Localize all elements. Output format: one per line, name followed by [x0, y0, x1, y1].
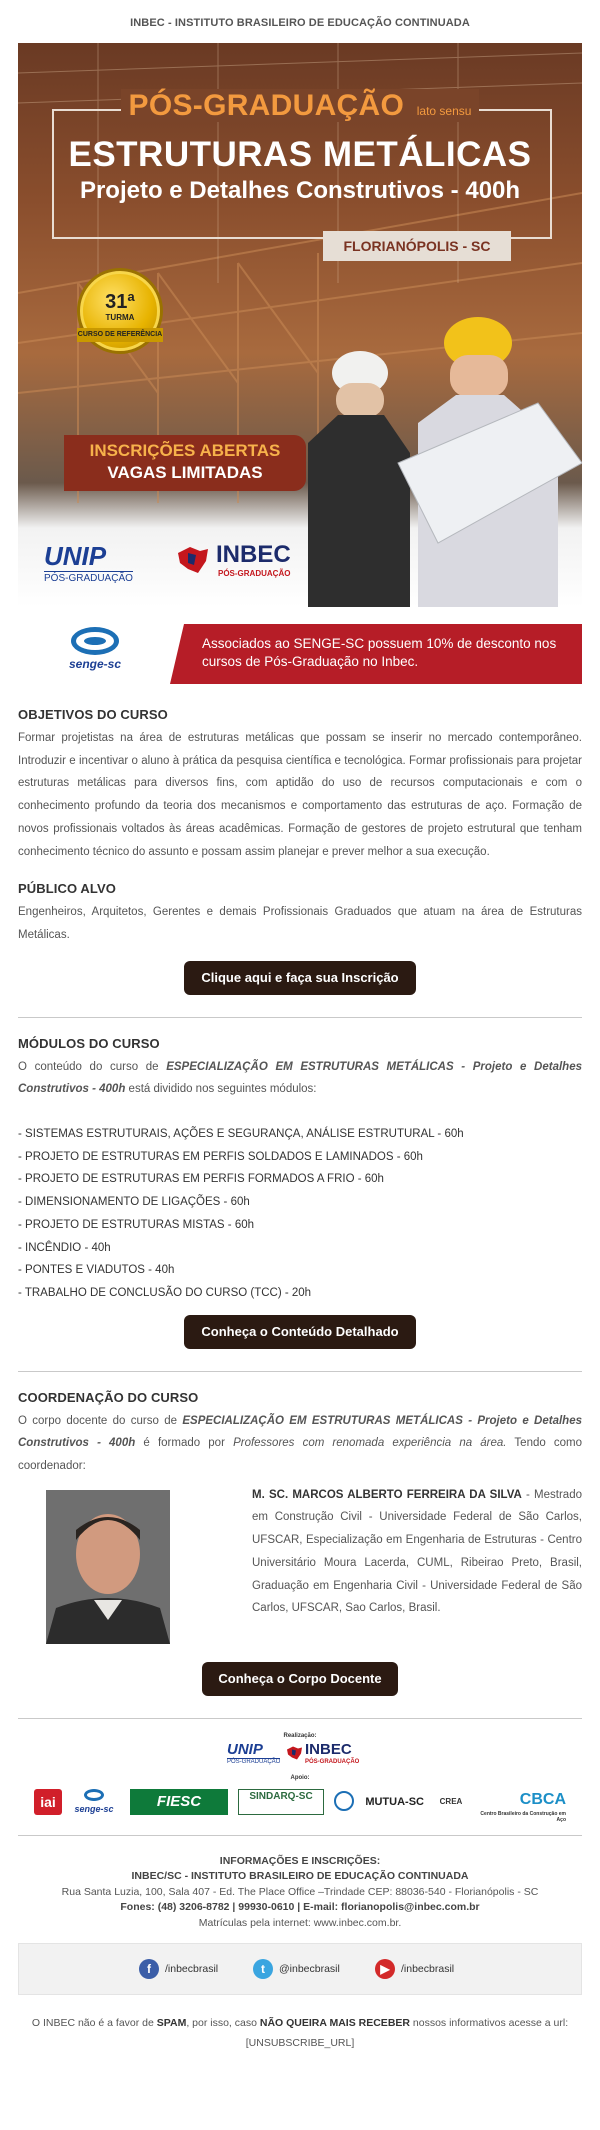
modulos-intro: O conteúdo do curso de ESPECIALIZAÇÃO EM ESTRUTURAS METÁLICAS - Projeto e Detalhes Construtivos - 400h está dividido nos seguintes módulos: [18, 1060, 582, 1096]
list-item: - INCÊNDIO - 40h [18, 1241, 111, 1254]
info-address: Rua Santa Luzia, 100, Sala 407 - Ed. The Place Office –Trindade CEP: 88036-540 - Florianópolis - SC [61, 1885, 539, 1898]
social-bar [18, 1943, 582, 1995]
corpo-docente-button[interactable]: Conheça o Corpo Docente [202, 1662, 398, 1696]
senge-discount-text: Associados ao SENGE-SC possuem 10% de desconto nos cursos de Pós-Graduação no Inbec. [202, 636, 557, 669]
coordinator-name: M. SC. MARCOS ALBERTO FERREIRA DA SILVA [252, 1488, 522, 1501]
hero-city-badge: FLORIANÓPOLIS - SC [323, 231, 511, 261]
coordenacao-intro: O corpo docente do curso de ESPECIALIZAÇÃO EM ESTRUTURAS METÁLICAS - Projeto e Detalhes Construtivos - 400h é formado por Professores com renomada experiência na área. Tendo como coordenador: [18, 1414, 583, 1473]
divider [18, 1835, 582, 1836]
realizacao-logos [225, 1741, 375, 1771]
inbec-logo-subtitle: PÓS-GRADUAÇÃO [218, 569, 291, 578]
hero-course-title: ESTRUTURAS METÁLICAS [68, 135, 532, 174]
fiesc-logo: FIESC [130, 1789, 228, 1815]
list-item: - DIMENSIONAMENTO DE LIGAÇÕES - 60h [18, 1196, 250, 1209]
objetivos-body: Formar projetistas na área de estruturas metálicas que possam se inserir no mercado contemporâneo. Introduzir e incentivar o aluno à prática da pesquisa científica e tecnológica. Formar profissionais para projetar estruturas metálicas para diversos fins, com aptidão do uso de recursos computacionais e com o conhecimento profundo da teoria dos mecanismos e comportamento das estruturas de aço. Formação de novos profissionais voltados às áreas acadêmicas. Formação de gestores de projeto estrutural que tenham conhecimento técnico do assunto e possam assim planejar e prever melhor a sua execução. [18, 732, 582, 858]
publico-title: PÚBLICO ALVO [18, 881, 116, 897]
inbec-mark-icon [174, 543, 214, 577]
list-item: - PROJETO DE ESTRUTURAS EM PERFIS SOLDADOS E LAMINADOS - 60h [18, 1150, 423, 1163]
list-item: - PROJETO DE ESTRUTURAS MISTAS - 60h [18, 1218, 255, 1231]
apoio-label: Apoio: [290, 1774, 310, 1781]
modulos-section [18, 1036, 582, 1349]
list-item: - TRABALHO DE CONCLUSÃO DO CURSO (TCC) - 20h [18, 1286, 312, 1299]
publico-section [18, 881, 582, 994]
divider [18, 1718, 582, 1719]
list-item: - PROJETO DE ESTRUTURAS EM PERFIS FORMADOS A FRIO - 60h [18, 1173, 384, 1186]
facebook-link[interactable]: f /inbecbrasil [139, 1958, 218, 1980]
twitter-icon: t [253, 1959, 273, 1979]
publico-body: Engenheiros, Arquitetos, Gerentes e demais Profissionais Graduados que atuam na área de Estruturas Metálicas. [18, 906, 582, 941]
mutua-logo: MUTUA-SC [334, 1789, 424, 1815]
hero-course-subtitle: Projeto e Detalhes Construtivos - 400h [79, 177, 521, 204]
facebook-icon: f [139, 1959, 159, 1979]
inbec-logo-subtitle: PÓS-GRADUAÇÃO [305, 1758, 360, 1765]
iai-logo: iai [34, 1789, 62, 1815]
conteudo-detalhado-button[interactable]: Conheça o Conteúdo Detalhado [184, 1315, 416, 1349]
senge-ring-icon [71, 627, 119, 655]
modulos-list [18, 1123, 582, 1305]
objetivos-section [18, 707, 582, 863]
hero-banner[interactable] [18, 43, 582, 607]
realizacao-label: Realização: [283, 1732, 317, 1739]
sponsor-logos [18, 1785, 582, 1821]
coordenacao-title: COORDENAÇÃO DO CURSO [18, 1389, 199, 1405]
inbec-logo: INBEC [305, 1740, 352, 1758]
divider [18, 1017, 582, 1018]
inbec-mark-icon [285, 1742, 305, 1764]
coordinator-portrait-icon [46, 1490, 170, 1644]
senge-discount-banner[interactable] [18, 623, 582, 685]
list-item: - PONTES E VIADUTOS - 40h [18, 1264, 175, 1277]
coordinator-card [18, 1484, 582, 1662]
divider [18, 1371, 582, 1372]
header-title: INBEC - INSTITUTO BRASILEIRO DE EDUCAÇÃO CONTINUADA [130, 17, 470, 29]
partner-logos [40, 539, 320, 589]
seal-ribbon: CURSO DE REFERÊNCIA [77, 328, 163, 342]
unip-logo: UNIP [227, 1740, 263, 1758]
twitter-link[interactable]: t @inbecbrasil [253, 1958, 340, 1980]
contact-info [18, 1854, 582, 1932]
senge-logo: senge-sc [74, 1789, 114, 1815]
hero-pos-graduacao: PÓS-GRADUAÇÃO lato sensu [18, 89, 582, 123]
info-title: INFORMAÇÕES E INSCRIÇÕES: [219, 1854, 381, 1867]
engineers-figure [308, 317, 582, 607]
inscricao-button[interactable]: Clique aqui e faça sua Inscrição [184, 961, 416, 995]
seal-number: 31ª [105, 291, 135, 313]
coordinator-photo [46, 1490, 170, 1644]
unsubscribe-text: O INBEC não é a favor de SPAM, por isso, caso NÃO QUEIRA MAIS RECEBER nossos informativos acesse a url: [UNSUBSCRIBE_URL] [31, 2017, 569, 2050]
modulos-title: MÓDULOS DO CURSO [18, 1035, 160, 1051]
info-web[interactable]: Matrículas pela internet: www.inbec.com.br. [198, 1916, 402, 1929]
unip-logo-subtitle: PÓS-GRADUAÇÃO [227, 1758, 281, 1765]
youtube-icon: ▶ [375, 1959, 395, 1979]
unip-logo: UNIP [44, 541, 107, 571]
youtube-link[interactable]: ▶ /inbecbrasil [375, 1958, 454, 1980]
senge-sc-logo: senge-sc [56, 627, 134, 679]
turma-seal-icon [77, 271, 163, 351]
objetivos-title: OBJETIVOS DO CURSO [18, 707, 168, 722]
realizacao-block [18, 1733, 582, 1771]
unsubscribe-link[interactable]: nossos informativos acesse a url: [UNSUBSCRIBE_URL] [245, 2017, 569, 2050]
cbca-logo: CBCA Centro Brasileiro da Construção em Aço [480, 1790, 566, 1823]
info-contact[interactable]: Fones: (48) 3206-8782 | 99930-0610 | E-mail: florianopolis@inbec.com.br [120, 1901, 480, 1914]
coordinator-text [252, 1484, 582, 1620]
sindarq-logo: SINDARQ-SC [238, 1789, 324, 1815]
inscricoes-abertas-badge: INSCRIÇÕES ABERTAS VAGAS LIMITADAS [64, 435, 306, 491]
inbec-logo: INBEC [216, 541, 291, 568]
info-org: INBEC/SC - INSTITUTO BRASILEIRO DE EDUCAÇÃO CONTINUADA [131, 1870, 469, 1883]
coordinator-bio: - Mestrado em Construção Civil - Universidade Federal de São Carlos, UFSCAR, Especialização em Engenharia de Estruturas - Centro Universitário Moura Lacerda, CUML, Ribeirao Preto, Brasil, Graduação em Engenharia Civil - Universidade Federal de São Carlos, UFSCAR, Sao Carlos, Brasil. [252, 1488, 582, 1615]
coordenacao-section [18, 1390, 582, 1696]
seal-label: TURMA [105, 313, 135, 322]
list-item: - SISTEMAS ESTRUTURAIS, AÇÕES E SEGURANÇA, ANÁLISE ESTRUTURAL - 60h [18, 1128, 464, 1141]
unip-logo-subtitle: PÓS-GRADUAÇÃO [44, 573, 133, 584]
email-body [18, 0, 582, 2053]
crea-logo: CREA [439, 1796, 463, 1806]
